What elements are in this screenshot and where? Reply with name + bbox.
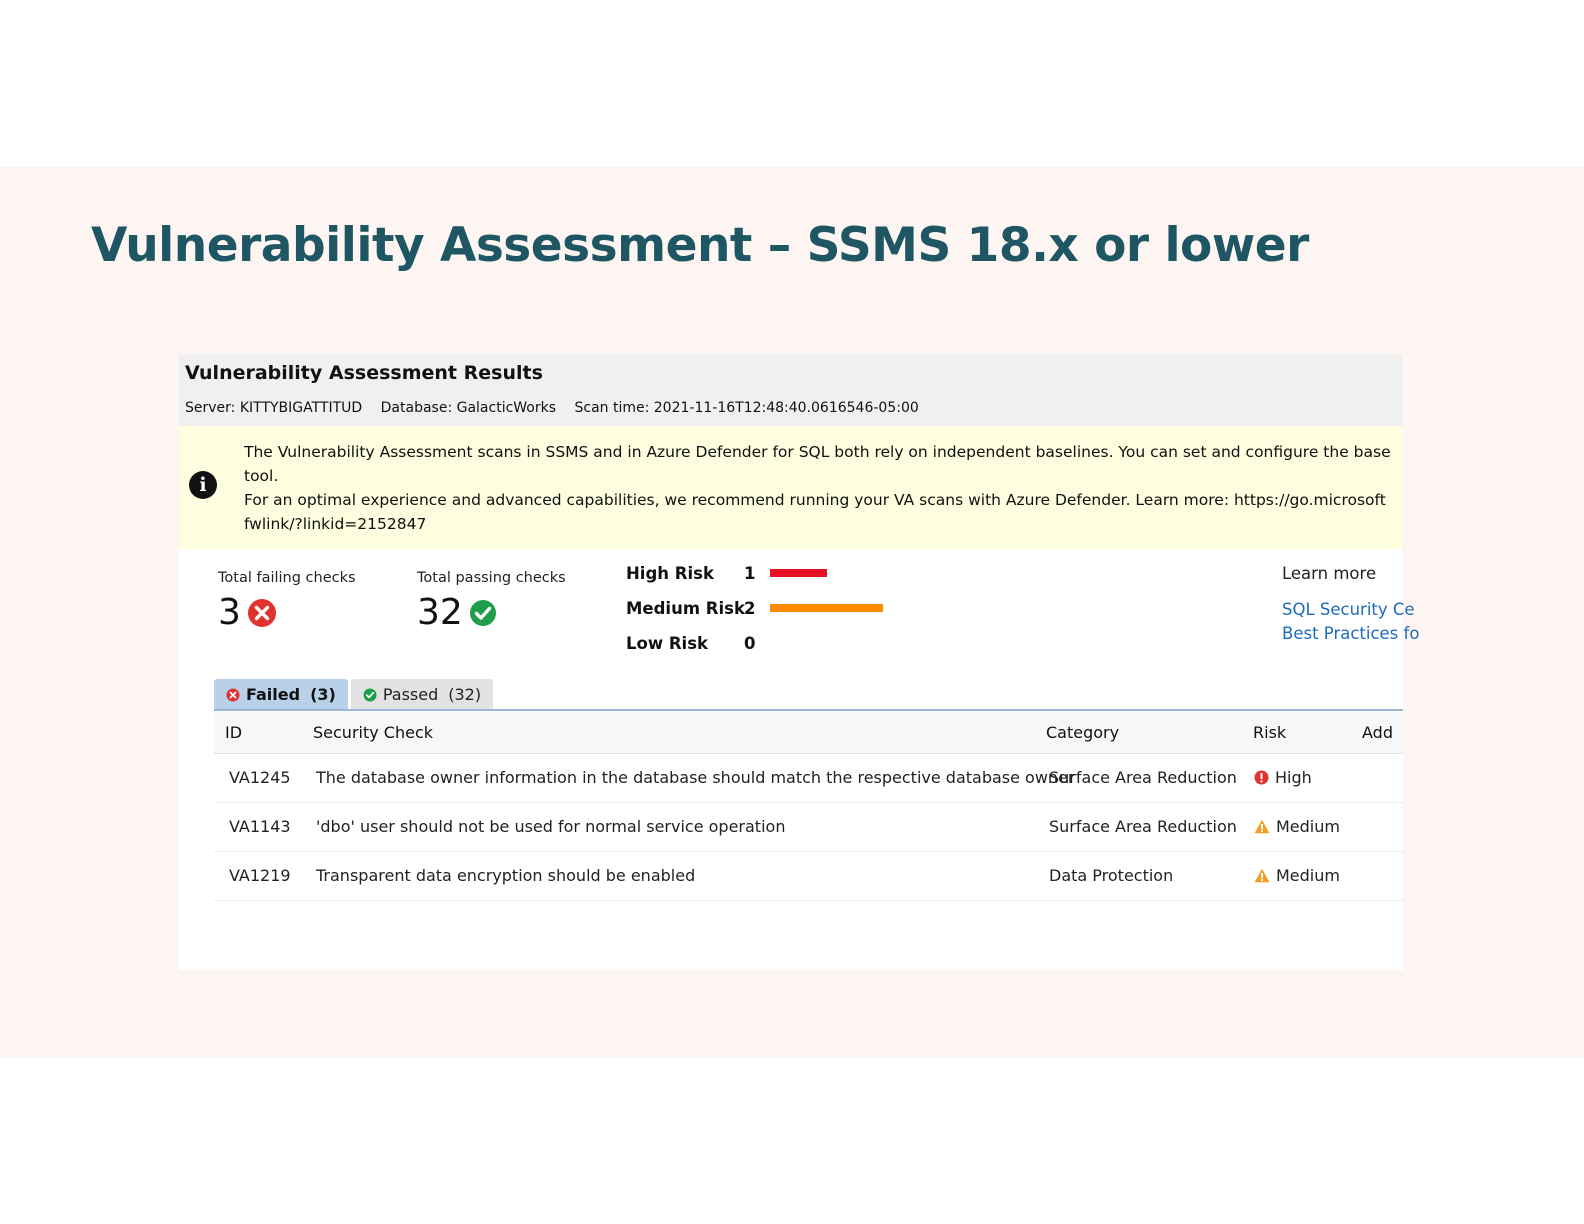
pass-circle-icon (469, 599, 497, 627)
cell-category: Data Protection (1049, 866, 1174, 885)
risk-level: High (1275, 768, 1312, 787)
cell-category: Surface Area Reduction (1049, 817, 1237, 836)
table-row[interactable] (214, 754, 1403, 803)
cell-id: VA1143 (229, 817, 291, 836)
table-row[interactable] (214, 803, 1403, 852)
database-label: Database: GalacticWorks (380, 400, 557, 416)
results-table (214, 712, 1403, 901)
failing-checks-label: Total failing checks (218, 570, 356, 586)
info-line: The Vulnerability Assessment scans in SSMS and in Azure Defender for SQL both rely on independent baselines. You can set and configure the base (244, 443, 1391, 461)
cell-id: VA1219 (229, 866, 291, 885)
cell-risk (1254, 817, 1340, 836)
info-icon: i (189, 471, 217, 499)
panel-title: Vulnerability Assessment Results (185, 362, 543, 384)
cell-category: Surface Area Reduction (1049, 768, 1237, 787)
risk-name: Low Risk (626, 633, 708, 653)
info-line: tool. (244, 467, 279, 485)
risk-bar-high (770, 569, 827, 577)
header-category[interactable]: Category (1046, 723, 1120, 742)
cell-security-check: The database owner information in the database should match the respective database owner (316, 768, 1075, 787)
table-row[interactable] (214, 852, 1403, 901)
warning-icon (1254, 819, 1270, 834)
results-tabs (214, 679, 493, 710)
risk-row-medium (626, 593, 883, 623)
header-id[interactable]: ID (225, 723, 243, 742)
header-risk[interactable]: Risk (1253, 723, 1287, 742)
passing-checks-stat (417, 570, 566, 633)
learn-more-heading: Learn more (1282, 564, 1377, 583)
va-results-panel (179, 354, 1420, 970)
server-label: Server: KITTYBIGATTITUD (185, 400, 363, 416)
risk-level: Medium (1276, 866, 1340, 885)
passing-checks-value: 32 (417, 592, 463, 633)
tab-failed-label: Failed (246, 685, 301, 704)
cell-risk (1254, 768, 1312, 787)
failing-checks-value: 3 (218, 592, 241, 633)
cell-id: VA1245 (229, 768, 291, 787)
tab-passed-count: (32) (448, 685, 482, 704)
risk-bar-medium (770, 604, 883, 612)
scan-meta (185, 400, 933, 416)
info-banner (179, 426, 1403, 549)
risk-count: 0 (744, 633, 756, 653)
tab-failed[interactable] (214, 679, 348, 710)
cell-security-check: Transparent data encryption should be enabled (316, 866, 696, 885)
passing-checks-label: Total passing checks (417, 570, 566, 586)
cell-security-check: 'dbo' user should not be used for normal service operation (316, 817, 786, 836)
risk-name: High Risk (626, 563, 714, 583)
risk-level: Medium (1276, 817, 1340, 836)
table-header (214, 712, 1403, 754)
best-practices-link[interactable]: Best Practices fo (1282, 624, 1420, 643)
tab-divider (214, 709, 1403, 711)
header-additional[interactable]: Add (1362, 723, 1393, 742)
scan-time-label: Scan time: 2021-11-16T12:48:40.0616546-05:00 (574, 400, 919, 416)
header-security-check[interactable]: Security Check (313, 723, 434, 742)
tab-passed[interactable] (351, 679, 493, 710)
failing-checks-stat (218, 570, 356, 633)
fail-circle-icon (226, 688, 240, 702)
risk-count: 2 (744, 598, 756, 618)
fail-circle-icon (247, 598, 277, 628)
pass-circle-icon (363, 688, 377, 702)
warning-icon (1254, 868, 1270, 883)
info-link[interactable]: fwlink/?linkid=2152847 (244, 515, 427, 533)
risk-row-low (626, 628, 770, 658)
info-text (244, 440, 1391, 536)
tab-failed-count: (3) (310, 685, 336, 704)
tab-passed-label: Passed (382, 685, 439, 704)
sql-security-link[interactable]: SQL Security Ce (1282, 600, 1415, 619)
panel-header (179, 354, 1403, 426)
slide-title: Vulnerability Assessment – SSMS 18.x or lower (91, 218, 1309, 273)
error-icon (1254, 770, 1269, 785)
risk-count: 1 (744, 563, 756, 583)
risk-row-high (626, 558, 827, 588)
info-line: For an optimal experience and advanced capabilities, we recommend running your VA scans with Azure Defender. Learn more: https://go.microsoft (244, 491, 1386, 509)
cell-risk (1254, 866, 1340, 885)
risk-name: Medium Risk (626, 598, 745, 618)
